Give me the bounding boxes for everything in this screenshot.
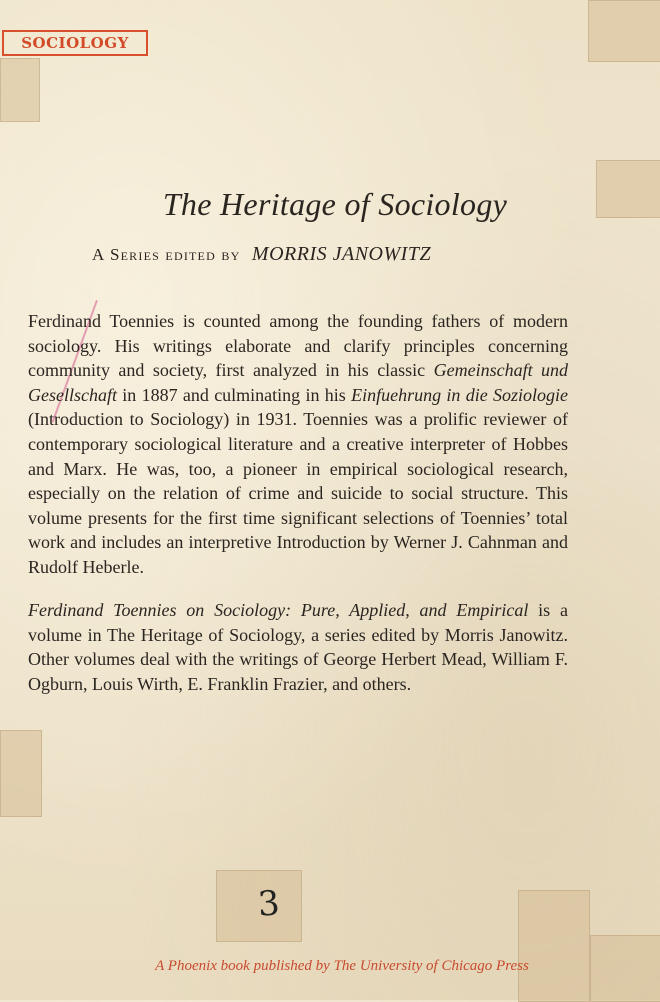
description-paragraph (28, 309, 568, 580)
tape-mark (0, 58, 40, 122)
handwritten-number: 3 (256, 883, 282, 925)
series-line (92, 243, 431, 266)
series-editor: MORRIS JANOWITZ (251, 243, 432, 265)
book-title-einfuehrung: Einfuehrung in die Soziologie (351, 384, 569, 405)
tape-mark (0, 730, 42, 817)
paragraph-text: Ferdinand Toennies is counted among the founding fathers of modern sociology. His writings elaborate and clarify principles concerning community and society, first analyzed in his classic (28, 311, 568, 381)
tape-mark (518, 890, 590, 1002)
series-title: The Heritage of Sociology (162, 186, 508, 222)
paragraph-text: in 1887 and culminating in his (116, 384, 352, 405)
series-prefix: A Series edited by (92, 245, 241, 264)
paragraph-text: is a volume in The Heritage of Sociology, a series edited by Morris Janowitz. Other volumes deal with the writings of George Herbert Mead, William F. Ogburn, Louis Wirth, E. Franklin Frazier, and others. (28, 600, 568, 694)
tape-mark (588, 0, 660, 62)
volume-paragraph (28, 598, 568, 696)
volume-title: Ferdinand Toennies on Sociology: Pure, Applied, and Empirical (28, 600, 529, 620)
book-title-gemeinschaft: Gemeinschaft und Gesellschaft (28, 360, 568, 405)
publisher-footer: A Phoenix book published by The University of Chicago Press (155, 958, 529, 974)
category-label: SOCIOLOGY (21, 34, 129, 52)
category-label-box (2, 30, 148, 56)
paragraph-text: (Introduction to Sociology) in 1931. Toennies was a prolific reviewer of contemporary sociological literature and a creative interpreter of Hobbes and Marx. He was, too, a pioneer in empirical sociological research, especially on the relation of crime and suicide to social structure. This volume presents for the first time significant selections of Toennies’ total work and includes an interpretive Introduction by Werner J. Cahnman and Rudolf Heberle. (28, 409, 568, 577)
